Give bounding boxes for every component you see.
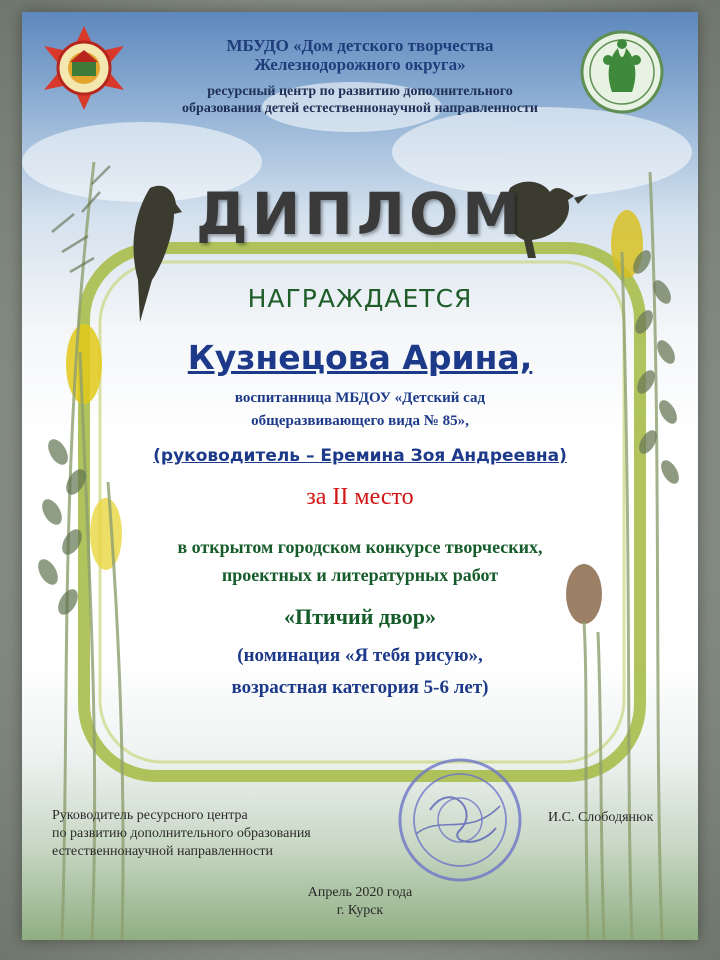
awarded-label: НАГРАЖДАЕТСЯ xyxy=(247,284,473,313)
signer-role-line2: по развитию дополнительного образования xyxy=(52,826,311,841)
nomination-line1: (номинация «Я тебя рисую», xyxy=(237,645,483,666)
signer-role-line3: естественнонаучной направленности xyxy=(52,844,274,859)
organization-name-line1: МБУДО «Дом детского творчества xyxy=(226,36,494,55)
issue-city: г. Курск xyxy=(336,903,384,918)
recipient-institution-line2: общеразвивающего вида № 85», xyxy=(251,413,469,429)
diploma-sheet xyxy=(22,12,698,940)
signer-name: И.С. Слободянюк xyxy=(548,810,654,825)
header-subtitle-line2: образования детей естественнонаучной направленности xyxy=(182,101,538,116)
decorative-background xyxy=(22,12,698,940)
diploma-title: ДИПЛОМ xyxy=(196,180,524,248)
contest-title: «Птичий двор» xyxy=(284,604,436,629)
issue-date: Апрель 2020 года xyxy=(307,885,413,900)
organization-name-line2: Железнодорожного округа» xyxy=(254,55,466,74)
award-place: за II место xyxy=(306,484,414,510)
recipient-institution-line1: воспитанница МБДОУ «Детский сад xyxy=(234,390,486,406)
signer-role-line1: Руководитель ресурсного центра xyxy=(52,808,248,823)
nomination-line2: возрастная категория 5-6 лет) xyxy=(231,677,489,698)
recipient-leader: (руководитель – Еремина Зоя Андреевна) xyxy=(153,446,567,466)
contest-description-line2: проектных и литературных работ xyxy=(221,565,499,585)
recipient-name: Кузнецова Арина, xyxy=(187,338,533,377)
header-subtitle-line1: ресурсный центр по развитию дополнительного xyxy=(207,84,513,99)
contest-description-line1: в открытом городском конкурсе творческих, xyxy=(177,537,543,557)
